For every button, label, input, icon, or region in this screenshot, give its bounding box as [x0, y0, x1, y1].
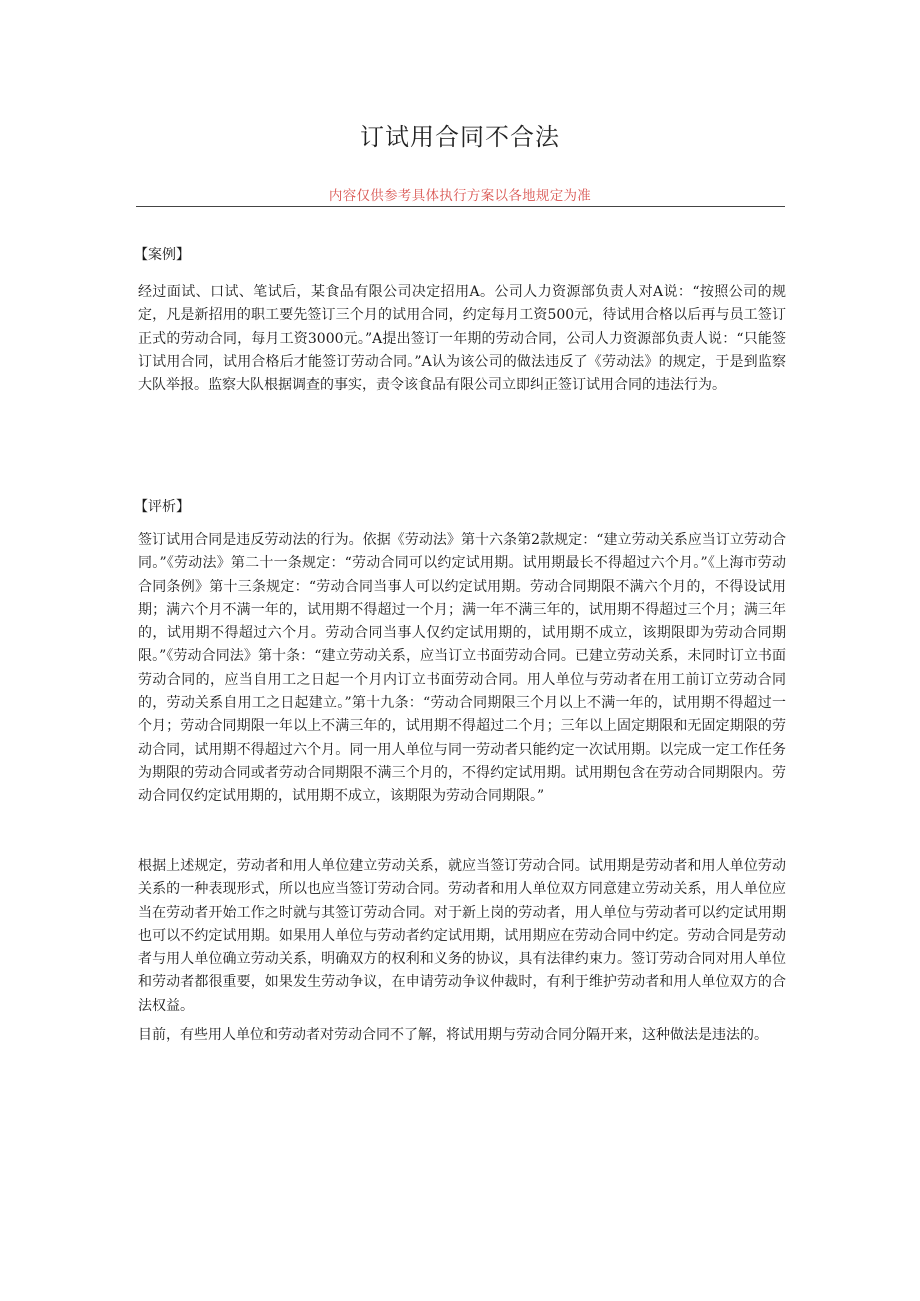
case-section-heading: 【案例】 [134, 247, 190, 263]
case-paragraph: 经过面试、口试、笔试后，某食品有限公司决定招用A。公司人力资源部负责人对A说：“按照公司的规定，凡是新招用的职工要先签订三个月的试用合同，约定每月工资500元，待试用合格以后再与员工签订正式的劳动合同，每月工资3000元。”A提出签订一年期的劳动合同，公司人力资源部负责人说：“只能签订试用合同，试用合格后才能签订劳动合同。”A认为该公司的做法违反了《劳动法》的规定，于是到监察大队举报。监察大队根据调查的事实，责令该食品有限公司立即纠正签订试用合同的违法行为。 [138, 284, 786, 394]
header-divider [136, 206, 785, 207]
disclaimer-text: 内容仅供参考具体执行方案以各地规定为准 [328, 188, 592, 204]
page-title: 订试用合同不合法 [360, 123, 560, 151]
analysis-paragraph-2: 根据上述规定，劳动者和用人单位建立劳动关系，就应当签订劳动合同。试用期是劳动者和用人单位劳动关系的一种表现形式，所以也应当签订劳动合同。劳动者和用人单位双方同意建立劳动关系，用人单位应当在劳动者开始工作之时就与其签订劳动合同。对于新上岗的劳动者，用人单位与劳动者可以约定试用期也可以不约定试用期。如果用人单位与劳动者约定试用期，试用期应在劳动合同中约定。劳动合同是劳动者与用人单位确立劳动关系，明确双方的权利和义务的协议，具有法律约束力。签订劳动合同对用人单位和劳动者都很重要，如果发生劳动争议，在申请劳动争议仲裁时，有利于维护劳动者和用人单位双方的合法权益。 [138, 858, 786, 1014]
analysis-paragraph-1: 签订试用合同是违反劳动法的行为。依据《劳动法》第十六条第2款规定：“建立劳动关系应当订立劳动合同。”《劳动法》第二十一条规定：“劳动合同可以约定试用期。试用期最长不得超过六个月。”《上海市劳动合同条例》第十三条规定：“劳动合同当事人可以约定试用期。劳动合同期限不满六个月的，不得设试用期；满六个月不满一年的，试用期不得超过一个月；满一年不满三年的，试用期不得超过三个月；满三年的，试用期不得超过六个月。劳动合同当事人仅约定试用期的，试用期不成立，该期限即为劳动合同期限。”《劳动合同法》第十条：“建立劳动关系，应当订立书面劳动合同。已建立劳动关系，未同时订立书面劳动合同的，应当自用工之日起一个月内订立书面劳动合同。用人单位与劳动者在用工前订立劳动合同的，劳动关系自用工之日起建立。”第十九条：“劳动合同期限三个月以上不满一年的，试用期不得超过一个月；劳动合同期限一年以上不满三年的，试用期不得超过二个月；三年以上固定期限和无固定期限的劳动合同，试用期不得超过六个月。同一用人单位与同一劳动者只能约定一次试用期。以完成一定工作任务为期限的劳动合同或者劳动合同期限不满三个月的，不得约定试用期。试用期包含在劳动合同期限内。劳动合同仅约定试用期的，试用期不成立，该期限为劳动合同期限。” [138, 532, 786, 805]
analysis-paragraph-3: 目前，有些用人单位和劳动者对劳动合同不了解，将试用期与劳动合同分隔开来，这种做法是违法的。 [138, 1027, 768, 1043]
analysis-section-heading: 【评析】 [134, 499, 190, 515]
